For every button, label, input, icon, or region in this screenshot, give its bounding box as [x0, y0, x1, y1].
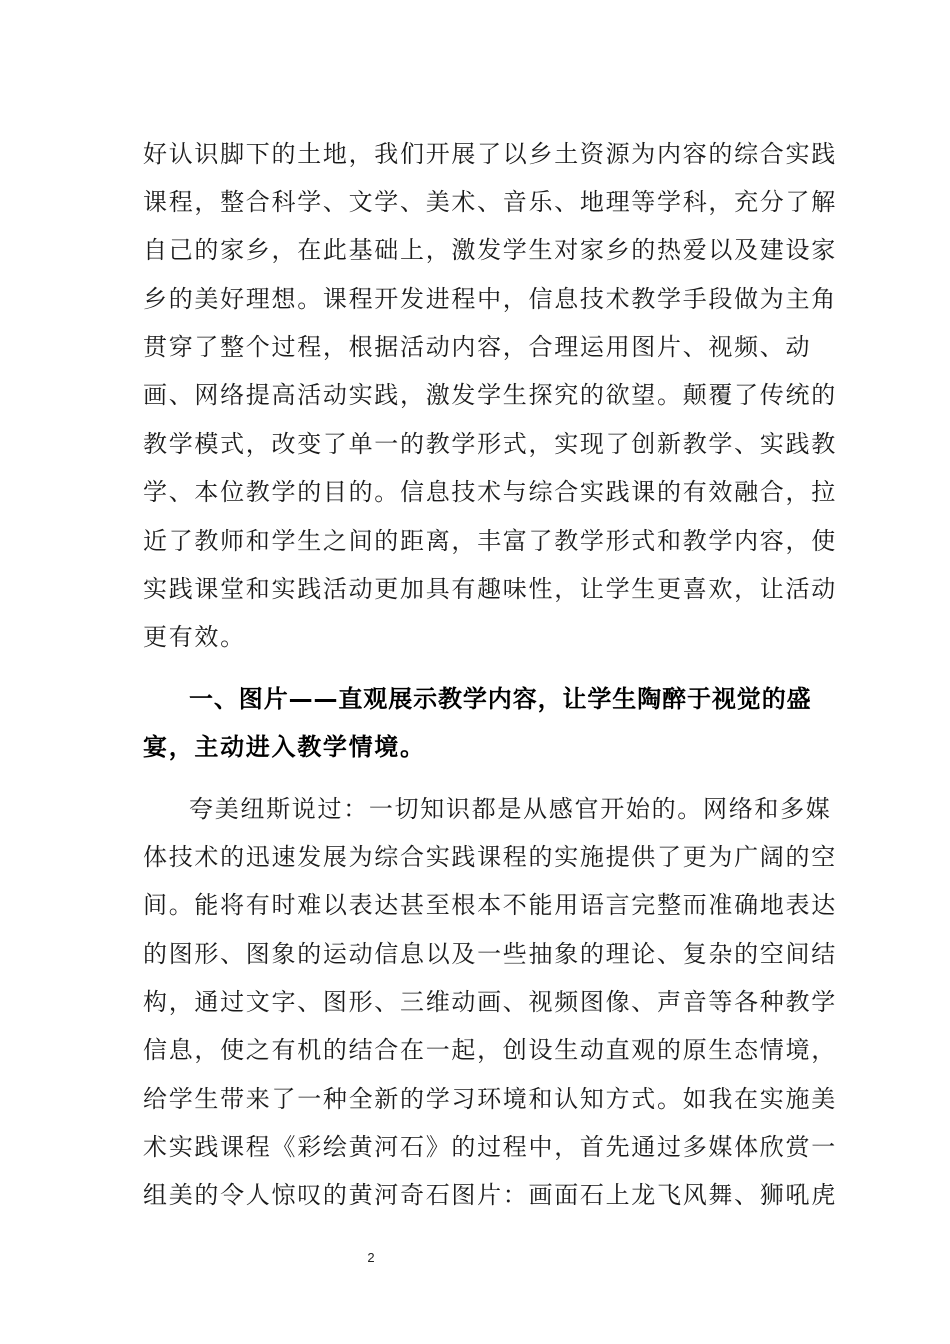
text-line: 贯穿了整个过程，根据活动内容，合理运用图片、视频、动	[143, 333, 812, 361]
text-line: 夸美纽斯说过：一切知识都是从感官开始的。网络和多媒	[189, 795, 832, 823]
text-line: 近了教师和学生之间的距离，丰富了教学形式和教学内容，使	[143, 527, 837, 555]
text-line: 信息，使之有机的结合在一起，创设生动直观的原生态情境，	[143, 1036, 837, 1064]
text-line: 画、网络提高活动实践，激发学生探究的欲望。颠覆了传统的	[143, 381, 837, 409]
text-line: 教学模式，改变了单一的教学形式，实现了创新教学、实践教	[143, 430, 837, 458]
heading-line: 宴，主动进入教学情境。	[143, 733, 426, 761]
text-line: 构，通过文字、图形、三维动画、视频图像、声音等各种教学	[143, 988, 837, 1016]
text-line: 实践课堂和实践活动更加具有趣味性，让学生更喜欢，让活动	[143, 575, 837, 603]
text-line: 乡的美好理想。课程开发进程中，信息技术教学手段做为主角	[143, 285, 837, 313]
text-line: 自己的家乡，在此基础上，激发学生对家乡的热爱以及建设家	[143, 236, 837, 264]
text-line: 间。能将有时难以表达甚至根本不能用语言完整而准确地表达	[143, 891, 837, 919]
page-number: 2	[367, 1250, 375, 1265]
text-line: 体技术的迅速发展为综合实践课程的实施提供了更为广阔的空	[143, 843, 837, 871]
text-line: 课程，整合科学、文学、美术、音乐、地理等学科，充分了解	[143, 188, 837, 216]
text-line: 的图形、图象的运动信息以及一些抽象的理论、复杂的空间结	[143, 940, 837, 968]
text-line: 学、本位教学的目的。信息技术与综合实践课的有效融合，拉	[143, 478, 837, 506]
text-line: 术实践课程《彩绘黄河石》的过程中，首先通过多媒体欣赏一	[143, 1133, 837, 1161]
heading-line: 一、图片——直观展示教学内容，让学生陶醉于视觉的盛	[189, 685, 812, 713]
text-line: 组美的令人惊叹的黄河奇石图片：画面石上龙飞风舞、狮吼虎	[143, 1181, 837, 1209]
text-line: 更有效。	[143, 623, 246, 651]
text-line: 给学生带来了一种全新的学习环境和认知方式。如我在实施美	[143, 1085, 837, 1113]
text-line: 好认识脚下的土地，我们开展了以乡土资源为内容的综合实践	[143, 140, 837, 168]
